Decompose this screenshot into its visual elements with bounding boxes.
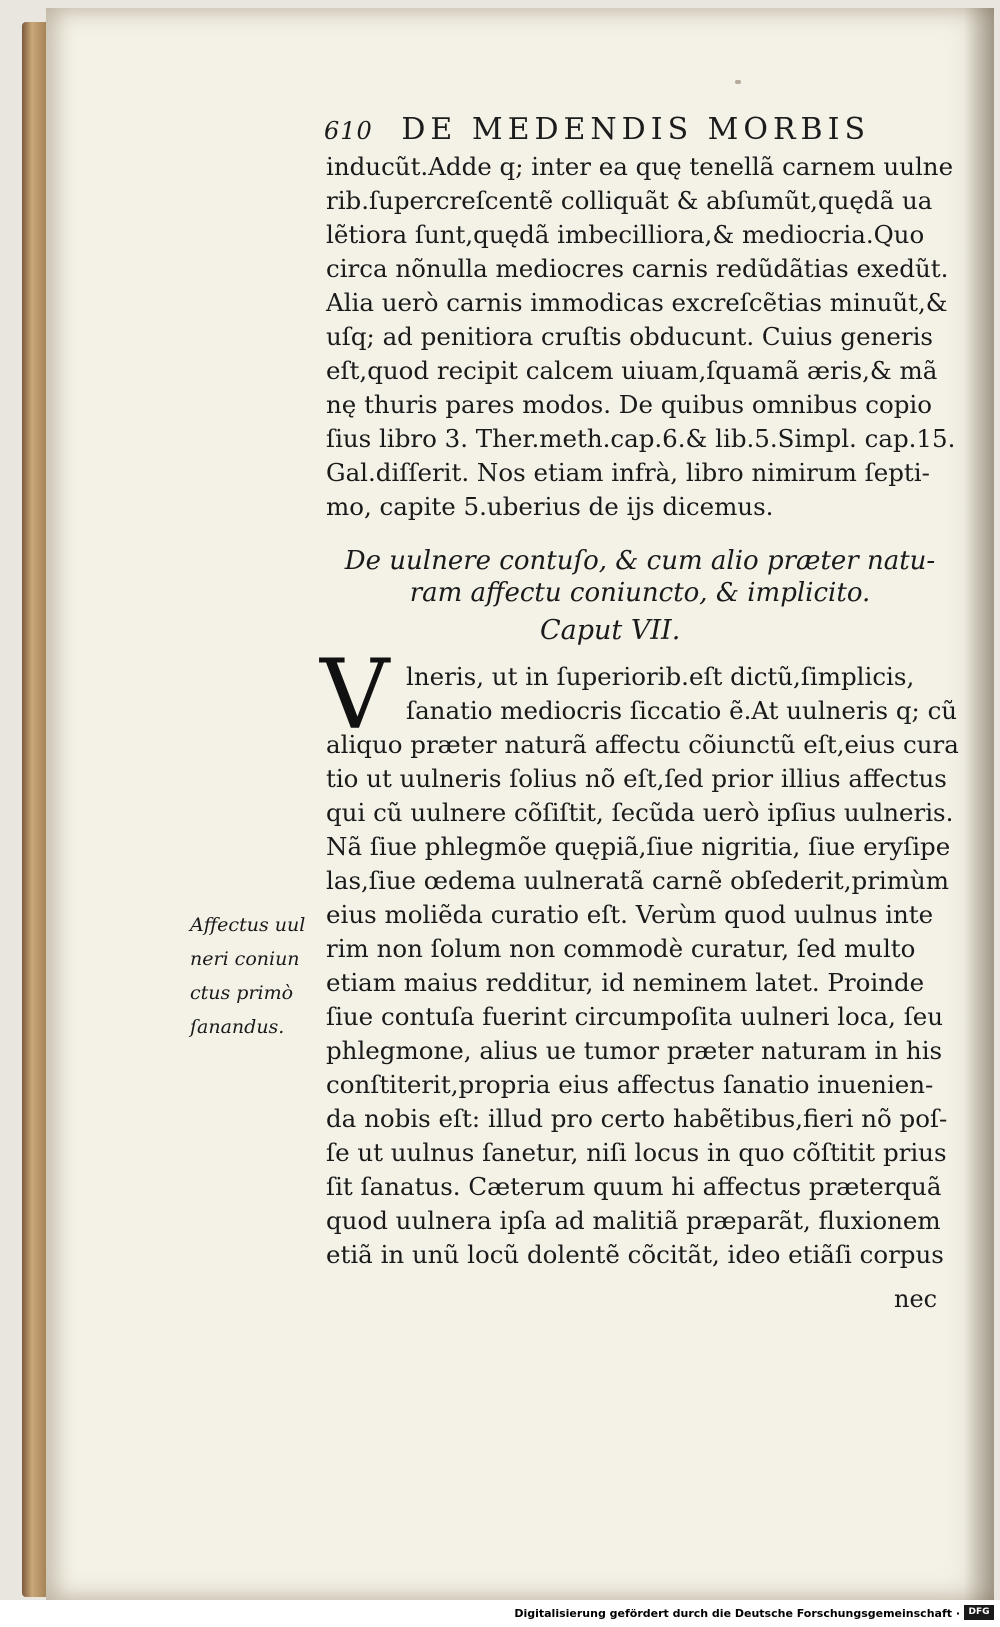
text-line: rib.ſupercreſcentẽ colliquãt & abſumũt,quędã ua [326,186,933,215]
text-line: ſiue contuſa fuerint circumpoſita uulneri loca, ſeu [326,1002,944,1031]
page-gutter-shadow [964,8,994,1600]
text-line: eius moliẽda curatio eſt. Verùm quod uulnus inte [326,900,934,929]
text-line: ſanatio mediocris ſiccatio ẽ.At uulneris q; cũ [406,696,958,725]
heading-line: De uulnere contuſo, & cum alio præter natu- [344,546,936,576]
text-line: eſt,quod recipit calcem uiuam,ſquamã æris,& mã [326,356,938,385]
text-line: ſit ſanatus. Cæterum quum hi affectus præterquã [326,1172,942,1201]
text-line: tio ut uulneris ſolius nõ eſt,ſed prior illius affectus [326,764,947,793]
text-line: mo, capite 5.uberius de ijs dicemus. [326,492,774,521]
text-line: lẽtiora ſunt,quędã imbecilliora,& mediocria.Quo [326,220,925,249]
page-speck [735,80,741,84]
text-line: nę thuris pares modos. De quibus omnibus copio [326,390,933,419]
text-line: etiam maius redditur, id neminem latet. Proinde [326,968,925,997]
text-line: las,ſiue œdema uulneratã carnẽ obſederit,primùm [326,866,949,895]
text-line: qui cũ uulnere cõſiſtit, ſecũda uerò ipſius uulneris. [326,798,954,827]
text-line: Alia uerò carnis immodicas excreſcẽtias minuũt,& [326,288,948,317]
marginal-line: ctus primò [190,982,294,1004]
text-line: conſtiterit,propria eius affectus ſanatio inuenien- [326,1070,934,1099]
text-line: rim non ſolum non commodè curatur, ſed multo [326,934,916,963]
running-title: DE MEDENDIS MORBIS [401,112,871,147]
text-line: phlegmone, alius ue tumor præter naturam in his [326,1036,943,1065]
chapter-label: Caput VII. [540,615,681,646]
text-line: ſe ut uulnus ſanetur, niſi locus in quo cõſtitit prius [326,1138,947,1167]
text-line: uſq; ad penitiora cruſtis obducunt. Cuius generis [326,322,933,351]
dfg-logo-icon: DFG [964,1605,994,1620]
text-line: quod uulnera ipſa ad malitiã præparãt, fluxionem [326,1206,941,1235]
text-line: Gal.diſſerit. Nos etiam infrà, libro nimirum ſepti- [326,458,930,487]
page-number: 610 [324,117,373,145]
marginal-note [190,908,320,1044]
text-line: circa nõnulla mediocres carnis redũdãtias exedũt. [326,254,949,283]
catchword: nec [894,1285,938,1313]
text-line: da nobis eſt: illud pro certo habẽtibus,fieri nõ poſ- [326,1104,948,1133]
digitization-footer [0,1600,1000,1627]
chapter-text [326,660,966,1272]
marginal-line: ſanandus. [190,1016,285,1038]
chapter-heading [340,545,940,609]
drop-cap-initial: V [320,639,390,751]
marginal-line: Affectus uul [190,914,306,936]
funding-credit: Digitalisierung gefördert durch die Deutsche Forschungsgemeinschaft · [514,1607,960,1620]
text-line: ſius libro 3. Ther.meth.cap.6.& lib.5.Simpl. cap.15. [326,424,956,453]
text-line: etiã in unũ locũ dolentẽ cõcitãt, ideo etiãſi corpus [326,1240,944,1269]
marginal-line: neri coniun [190,948,300,970]
heading-line: ram affectu coniuncto, & implicito. [409,578,871,608]
text-line: lneris, ut in ſuperiorib.eſt dictũ,ſimplicis, [406,662,915,691]
running-head [324,112,884,152]
body-text [326,150,966,524]
text-line: aliquo præter naturã affectu cõiunctũ eſt,eius cura [326,730,959,759]
text-line: inducũt.Adde q; inter ea quę tenellã carnem uulne [326,152,954,181]
text-line: Nã ſiue phlegmõe quępiã,ſiue nigritia, ſiue eryſipe [326,832,951,861]
